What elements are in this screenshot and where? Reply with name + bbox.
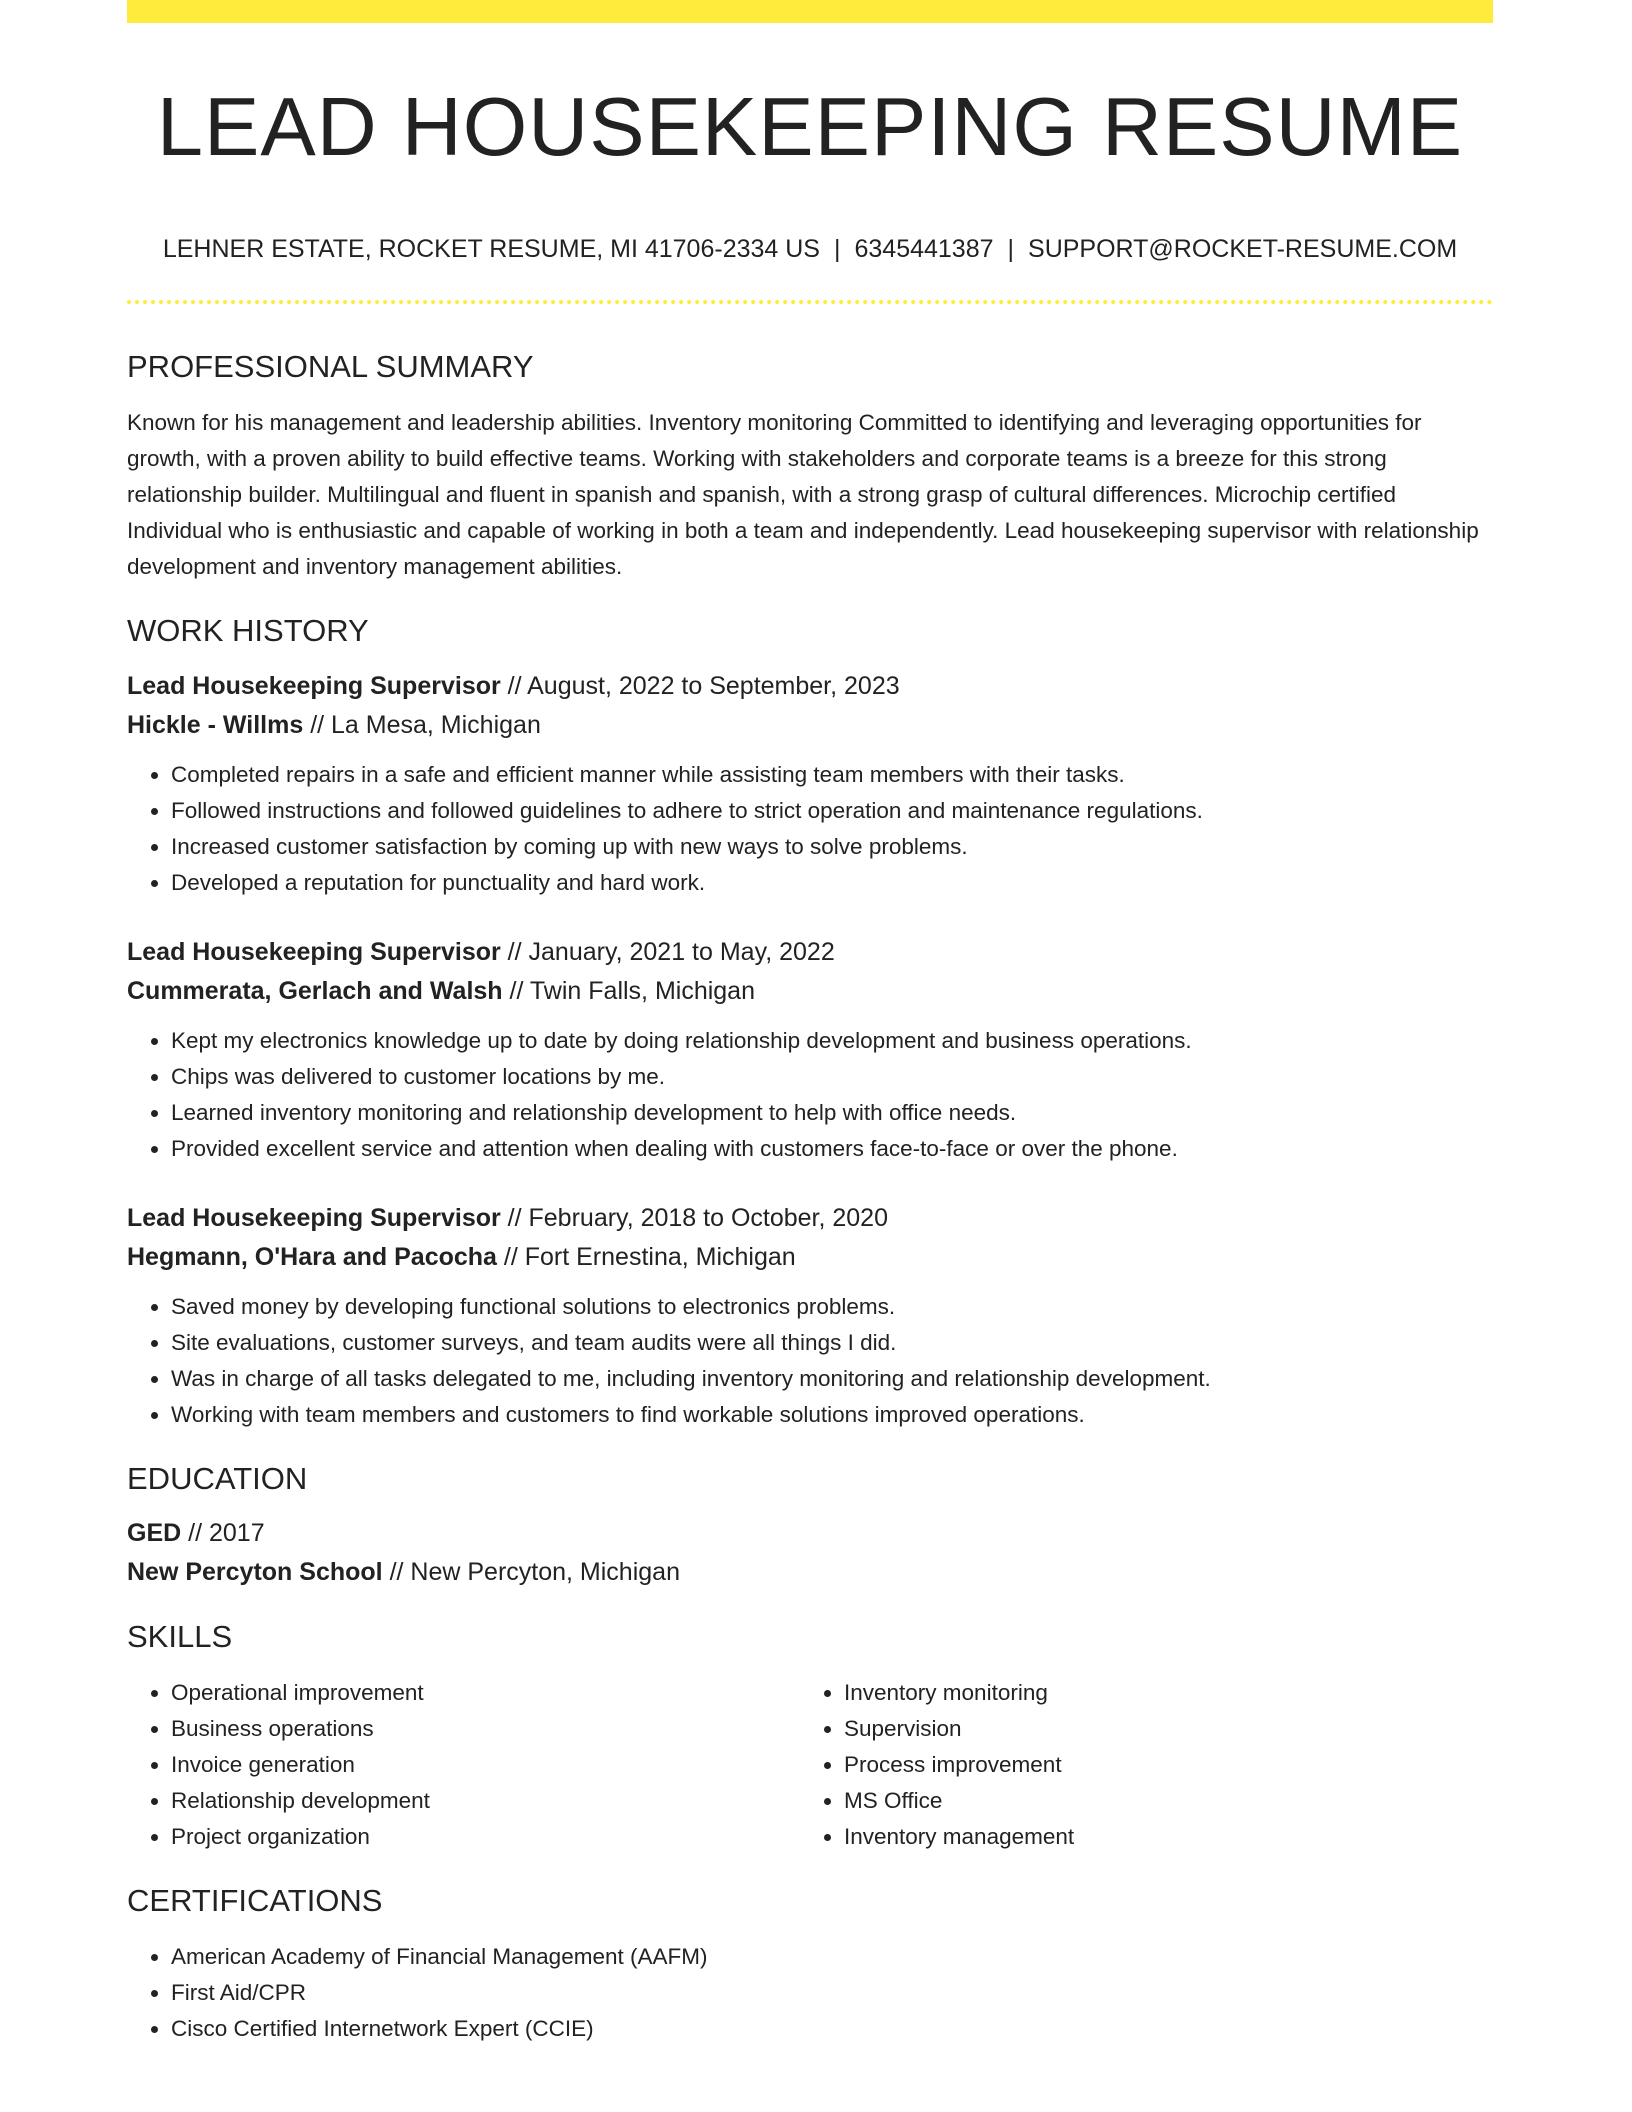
education-heading: EDUCATION xyxy=(127,1460,308,1496)
accent-top-bar xyxy=(127,0,1493,23)
job-bullet: • Kept my electronics knowledge up to date by doing relationship development and business operations. xyxy=(171,1023,1493,1059)
job-bullet: • Increased customer satisfaction by coming up with new ways to solve problems. xyxy=(171,829,1493,865)
job-bullet: • Developed a reputation for punctuality and hard work. xyxy=(171,865,1493,901)
contact-email: SUPPORT@ROCKET-RESUME.COM xyxy=(1028,235,1458,264)
contact-separator: | xyxy=(1007,235,1015,264)
job-company: Hegmann, O'Hara and Pacocha xyxy=(127,1242,497,1271)
skill-item: • MS Office xyxy=(844,1783,1473,1819)
job-bullet: • Saved money by developing functional solutions to electronics problems. xyxy=(171,1289,1493,1325)
certification-item: • Cisco Certified Internetwork Expert (CCIE) xyxy=(171,2011,1493,2047)
certification-item: • American Academy of Financial Management (AAFM) xyxy=(171,1939,1493,1975)
work-history-heading: WORK HISTORY xyxy=(127,613,369,649)
job-title-line xyxy=(127,667,1493,706)
skill-item: • Operational improvement xyxy=(171,1675,800,1711)
contact-address: LEHNER ESTATE, ROCKET RESUME, MI 41706-2334 US xyxy=(162,235,820,264)
education-school-line xyxy=(127,1553,1493,1592)
job-entry xyxy=(127,667,1493,901)
job-bullet: • Working with team members and customers to find workable solutions improved operations. xyxy=(171,1397,1493,1433)
education-location: // New Percyton, Michigan xyxy=(389,1557,680,1586)
contact-line xyxy=(127,234,1493,264)
job-location: // Fort Ernestina, Michigan xyxy=(503,1242,796,1271)
certification-item: • First Aid/CPR xyxy=(171,1975,1493,2011)
skill-item: • Inventory monitoring xyxy=(844,1675,1473,1711)
contact-phone: 6345441387 xyxy=(854,235,994,264)
skill-item: • Invoice generation xyxy=(171,1747,800,1783)
dotted-divider xyxy=(127,300,1493,304)
job-company-line xyxy=(127,706,1493,745)
education-entry xyxy=(127,1514,1493,1592)
job-entry xyxy=(127,1199,1493,1433)
certifications-heading: CERTIFICATIONS xyxy=(127,1883,383,1919)
skill-item: • Supervision xyxy=(844,1711,1473,1747)
resume-title: LEAD HOUSEKEEPING RESUME xyxy=(156,80,1464,173)
job-title: Lead Housekeeping Supervisor xyxy=(127,671,501,700)
job-title-line xyxy=(127,933,1493,972)
skill-item: • Business operations xyxy=(171,1711,800,1747)
contact-separator: | xyxy=(833,235,841,264)
job-location: // La Mesa, Michigan xyxy=(310,710,541,739)
job-bullet: • Learned inventory monitoring and relationship development to help with office needs. xyxy=(171,1095,1493,1131)
job-bullet: • Chips was delivered to customer locations by me. xyxy=(171,1059,1493,1095)
job-company: Cummerata, Gerlach and Walsh xyxy=(127,976,503,1005)
job-bullet: • Site evaluations, customer surveys, and team audits were all things I did. xyxy=(171,1325,1493,1361)
job-title: Lead Housekeeping Supervisor xyxy=(127,1203,501,1232)
job-bullet: • Completed repairs in a safe and efficient manner while assisting team members with their tasks. xyxy=(171,757,1493,793)
skills-column-left xyxy=(127,1675,800,1855)
education-degree: GED xyxy=(127,1518,182,1547)
job-dates: // August, 2022 to September, 2023 xyxy=(507,671,900,700)
job-bullets xyxy=(127,757,1493,901)
summary-heading: PROFESSIONAL SUMMARY xyxy=(127,349,534,385)
skills-heading: SKILLS xyxy=(127,1618,233,1654)
resume-page xyxy=(127,0,1493,2047)
skill-item: • Process improvement xyxy=(844,1747,1473,1783)
job-dates: // February, 2018 to October, 2020 xyxy=(507,1203,888,1232)
job-bullet: • Was in charge of all tasks delegated to me, including inventory monitoring and relationship development. xyxy=(171,1361,1493,1397)
education-degree-line xyxy=(127,1514,1493,1553)
job-title-line xyxy=(127,1199,1493,1238)
job-location: // Twin Falls, Michigan xyxy=(509,976,755,1005)
job-bullet: • Provided excellent service and attention when dealing with customers face-to-face or over the phone. xyxy=(171,1131,1493,1167)
job-bullets xyxy=(127,1289,1493,1433)
skills-list xyxy=(127,1675,1493,1855)
job-title: Lead Housekeeping Supervisor xyxy=(127,937,501,966)
job-company-line xyxy=(127,1238,1493,1277)
job-bullets xyxy=(127,1023,1493,1167)
skills-column-right xyxy=(800,1675,1473,1855)
job-company-line xyxy=(127,972,1493,1011)
certifications-list xyxy=(127,1939,1493,2047)
job-company: Hickle - Willms xyxy=(127,710,304,739)
summary-text: Known for his management and leadership abilities. Inventory monitoring Committed to identifying and leveraging opportunities for growth, with a proven ability to build effective teams. Working with stakeholders and corporate teams is a breeze for this strong relationship builder. Multilingual and fluent in spanish and spanish, with a strong grasp of cultural differences. Microchip certified Individual who is enthusiastic and capable of working in both a team and independently. Lead housekeeping supervisor with relationship development and inventory management abilities. xyxy=(127,410,1479,580)
education-year: // 2017 xyxy=(188,1518,265,1547)
skill-item: • Project organization xyxy=(171,1819,800,1855)
job-bullet: • Followed instructions and followed guidelines to adhere to strict operation and maintenance regulations. xyxy=(171,793,1493,829)
skill-item: • Inventory management xyxy=(844,1819,1473,1855)
skill-item: • Relationship development xyxy=(171,1783,800,1819)
job-dates: // January, 2021 to May, 2022 xyxy=(507,937,835,966)
job-entry xyxy=(127,933,1493,1167)
education-school: New Percyton School xyxy=(127,1557,383,1586)
